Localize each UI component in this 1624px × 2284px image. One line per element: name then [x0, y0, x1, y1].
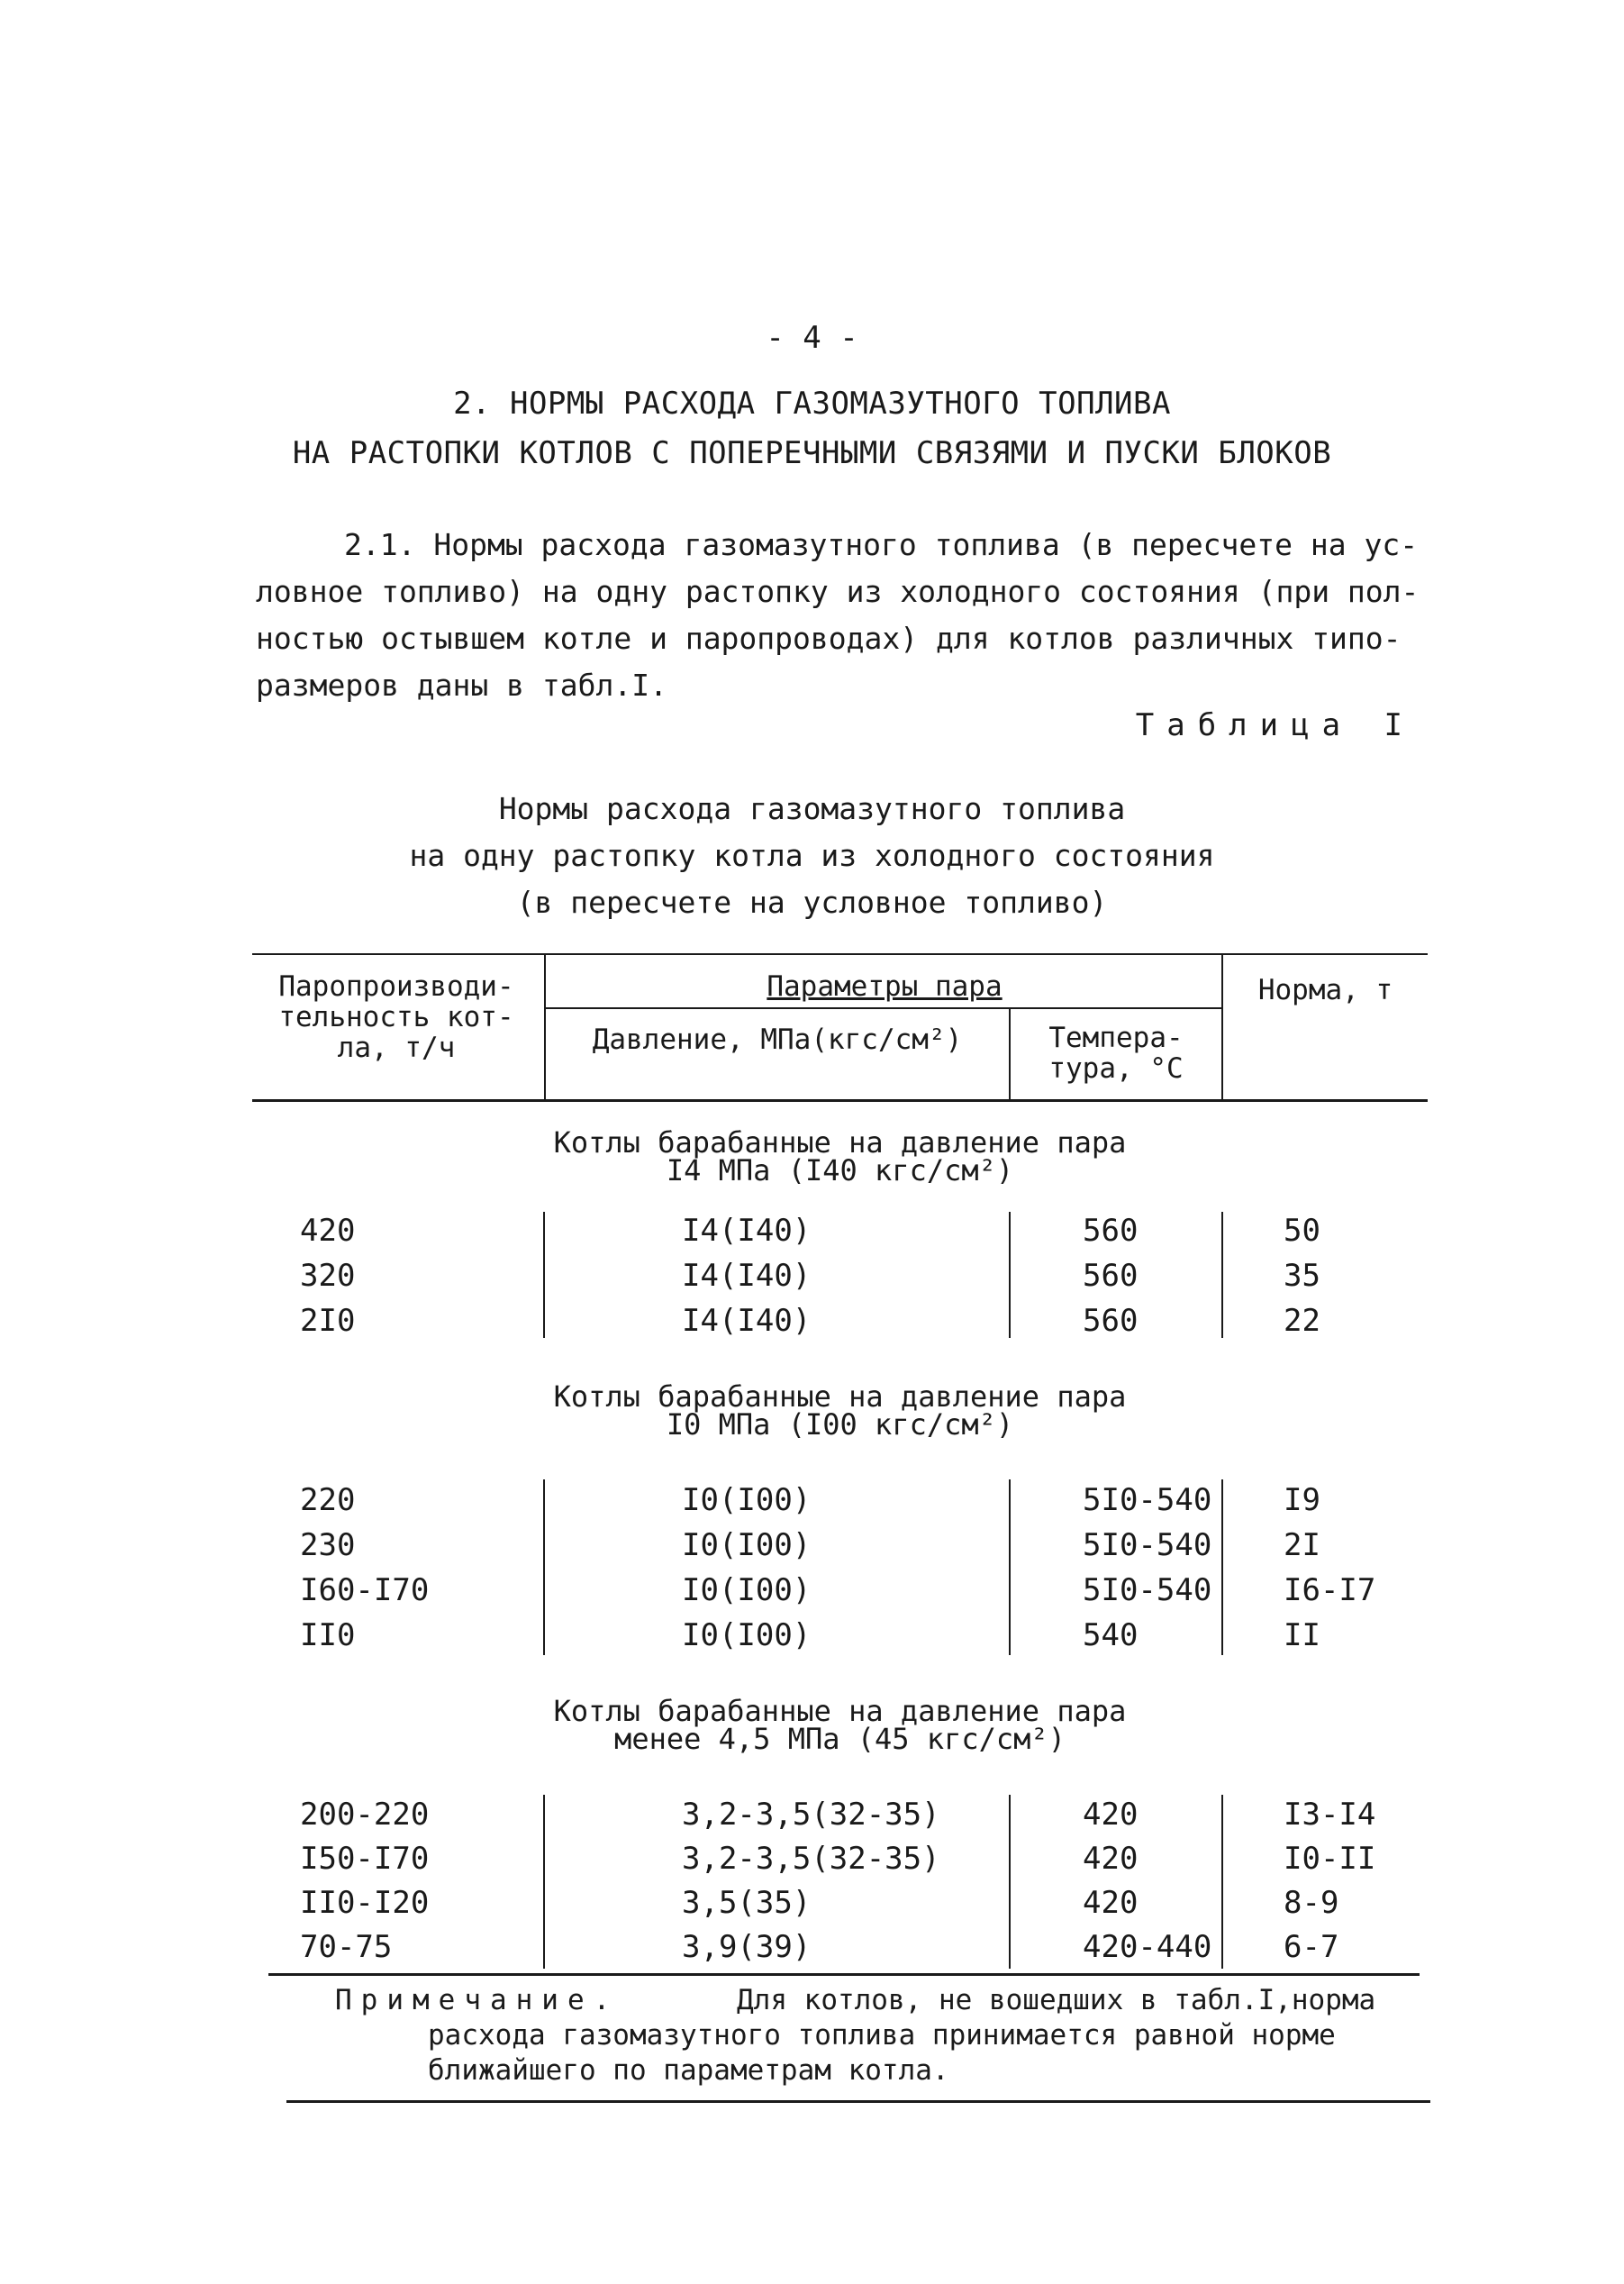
note-line: Для котлов, не вошедших в табл.I,норма	[737, 1984, 1376, 2016]
cell-pressure: 3,2-3,5(32-35)	[682, 1841, 940, 1877]
header-capacity	[252, 971, 540, 1063]
cell-norm: I0-II	[1284, 1841, 1376, 1877]
header-temperature	[1011, 1023, 1221, 1084]
section-title-line2: НА РАСТОПКИ КОТЛОВ С ПОПЕРЕЧНЫМИ СВЯЗЯМИ И ПУСКИ БЛОКОВ	[292, 435, 1332, 471]
column-divider	[1221, 1479, 1223, 1655]
group-title	[252, 1379, 1428, 1442]
cell-norm: 6-7	[1284, 1929, 1339, 1965]
note-bottom-rule	[286, 2100, 1430, 2103]
table-caption-line: Нормы расхода газомазутного топлива	[498, 791, 1126, 826]
cell-capacity: 320	[300, 1258, 356, 1294]
cell-capacity: 200-220	[300, 1797, 430, 1833]
cell-norm: 50	[1284, 1213, 1320, 1249]
cell-norm: 35	[1284, 1258, 1320, 1294]
cell-norm: I3-I4	[1284, 1797, 1376, 1833]
cell-pressure: I4(I40)	[682, 1213, 812, 1249]
cell-norm: 22	[1284, 1303, 1320, 1339]
cell-temperature: 420	[1083, 1797, 1139, 1833]
table-bottom-rule	[268, 1973, 1420, 1976]
group-title-line: Котлы барабанные на давление пара	[553, 1379, 1127, 1414]
cell-temperature: 420-440	[1083, 1929, 1212, 1965]
cell-pressure: I0(I00)	[682, 1527, 812, 1563]
paragraph-line: 2.1. Нормы расхода газомазутного топлива (в пересчете на ус-	[344, 527, 1419, 562]
cell-capacity: I50-I70	[300, 1841, 430, 1877]
cell-norm: II	[1284, 1617, 1320, 1653]
cell-pressure: I0(I00)	[682, 1572, 812, 1608]
group-title	[252, 1125, 1428, 1187]
header-params: Параметры пара	[767, 970, 1003, 1003]
header-capacity-line: Паропроизводи-	[278, 970, 514, 1003]
column-divider	[543, 1212, 545, 1338]
table-caption-line: на одну растопку котла из холодного состояния	[409, 838, 1215, 873]
cell-pressure: 3,5(35)	[682, 1885, 812, 1921]
header-capacity-line: ла, т/ч	[337, 1032, 456, 1064]
note-line: расхода газомазутного топлива принимается равной норме	[428, 2019, 1336, 2052]
cell-norm: I6-I7	[1284, 1572, 1376, 1608]
page-number: - 4 -	[766, 320, 858, 356]
column-divider	[1221, 1212, 1223, 1338]
cell-capacity: I60-I70	[300, 1572, 430, 1608]
column-divider	[1009, 1479, 1011, 1655]
group-title-line: I0 МПа (I00 кгс/см²)	[666, 1407, 1014, 1442]
paragraph-line: ностью остывшем котле и паропроводах) для котлов различных типо-	[256, 621, 1402, 656]
cell-pressure: 3,9(39)	[682, 1929, 812, 1965]
cell-pressure: 3,2-3,5(32-35)	[682, 1797, 940, 1833]
cell-norm: I9	[1284, 1482, 1320, 1518]
cell-capacity: 420	[300, 1213, 356, 1249]
cell-temperature: 5I0-540	[1083, 1572, 1212, 1608]
column-divider	[1009, 1212, 1011, 1338]
cell-capacity: 220	[300, 1482, 356, 1518]
cell-temperature: 540	[1083, 1617, 1139, 1653]
group-title	[252, 1694, 1428, 1756]
header-temperature-line: Темпера-	[1048, 1022, 1184, 1054]
paragraph-line: размеров даны в табл.I.	[256, 668, 667, 703]
table-caption-line: (в пересчете на условное топливо)	[516, 885, 1108, 920]
column-divider	[1221, 1795, 1223, 1969]
table-top-rule	[252, 953, 1428, 955]
cell-capacity: 2I0	[300, 1303, 356, 1339]
cell-temperature: 560	[1083, 1213, 1139, 1249]
note-label: Примечание.	[335, 1984, 620, 2016]
cell-temperature: 420	[1083, 1885, 1139, 1921]
cell-pressure: I4(I40)	[682, 1258, 812, 1294]
cell-pressure: I0(I00)	[682, 1482, 812, 1518]
cell-pressure: I0(I00)	[682, 1617, 812, 1653]
header-norm: Норма, т	[1257, 974, 1393, 1006]
cell-capacity: 230	[300, 1527, 356, 1563]
cell-temperature: 5I0-540	[1083, 1482, 1212, 1518]
params-rule	[546, 1007, 1223, 1009]
cell-capacity: II0-I20	[300, 1885, 430, 1921]
cell-temperature: 560	[1083, 1303, 1139, 1339]
column-divider	[543, 1795, 545, 1969]
cell-temperature: 420	[1083, 1841, 1139, 1877]
note-line: ближайшего по параметрам котла.	[428, 2054, 949, 2087]
header-capacity-line: тельность кот-	[278, 1001, 514, 1033]
header-bottom-rule	[252, 1099, 1428, 1102]
paragraph-line: ловное топливо) на одну растопку из холодного состояния (при пол-	[256, 574, 1420, 609]
cell-norm: 8-9	[1284, 1885, 1339, 1921]
table-label: Таблица I	[1135, 707, 1415, 743]
cell-capacity: 70-75	[300, 1929, 393, 1965]
cell-temperature: 560	[1083, 1258, 1139, 1294]
group-title-line: Котлы барабанные на давление пара	[553, 1694, 1127, 1728]
group-title-line: Котлы барабанные на давление пара	[553, 1125, 1127, 1160]
group-title-line: I4 МПа (I40 кгс/см²)	[666, 1153, 1014, 1187]
column-divider	[1009, 1795, 1011, 1969]
cell-temperature: 5I0-540	[1083, 1527, 1212, 1563]
header-temperature-line: тура, °С	[1048, 1052, 1184, 1085]
header-pressure: Давление, МПа(кгс/см²)	[592, 1024, 963, 1056]
cell-capacity: II0	[300, 1617, 356, 1653]
section-title-line1: 2. НОРМЫ РАСХОДА ГАЗОМАЗУТНОГО ТОПЛИВА	[453, 386, 1171, 422]
cell-pressure: I4(I40)	[682, 1303, 812, 1339]
group-title-line: менее 4,5 МПа (45 кгс/см²)	[614, 1722, 1066, 1756]
column-divider	[543, 1479, 545, 1655]
cell-norm: 2I	[1284, 1527, 1320, 1563]
